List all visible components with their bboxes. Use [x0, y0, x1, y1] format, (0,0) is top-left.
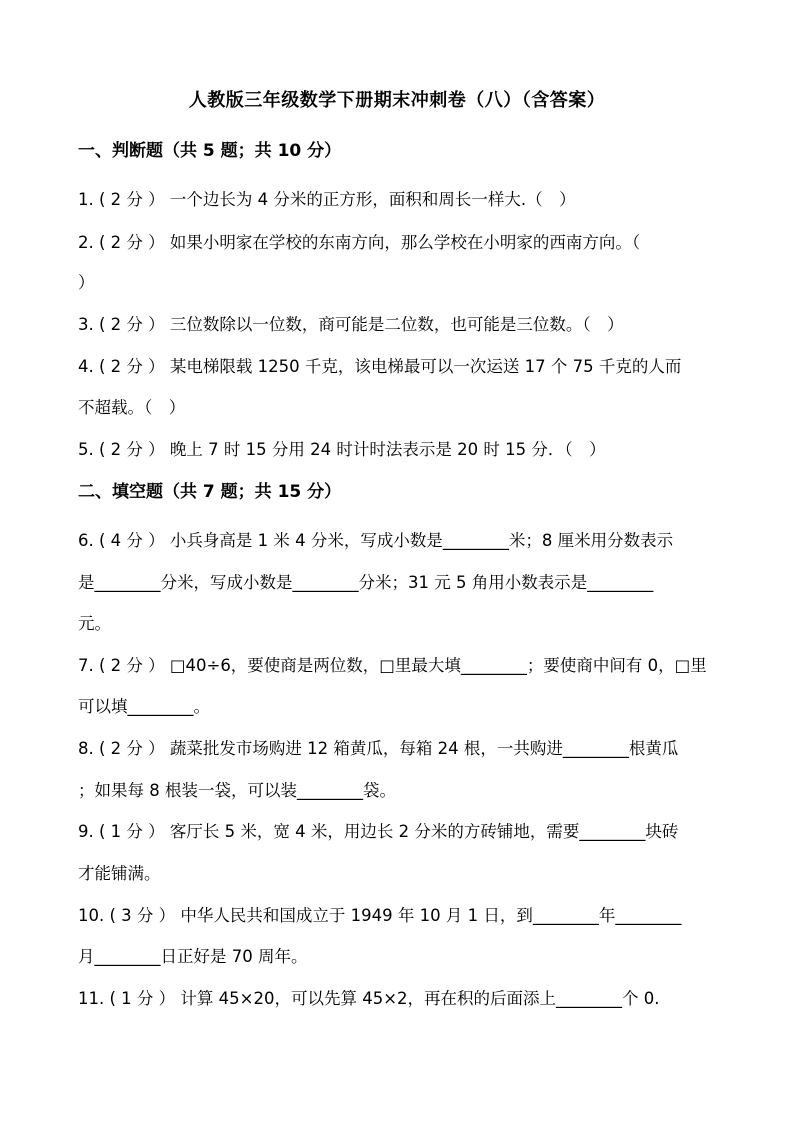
section-heading-judgement: 一、判断题（共 5 题；共 10 分）: [78, 141, 342, 161]
question-6-line-1: 6. ( 4 分 ） 小兵身高是 1 米 4 分米，写成小数是________米；8 厘米用分数表示: [78, 531, 674, 550]
question-7-line-1: 7. ( 2 分 ） □40÷6，要使商是两位数，□里最大填________；要使商中间有 0，□里: [78, 656, 707, 675]
question-9-line-2: 才能铺满。: [78, 864, 161, 883]
question-7-line-2: 可以填________。: [78, 697, 210, 716]
question-1-line-1: 1. ( 2 分 ） 一个边长为 4 分米的正方形，面积和周长一样大.（ ）: [78, 190, 576, 209]
page-title: 人教版三年级数学下册期末冲刺卷（八）（含答案）: [188, 90, 606, 111]
question-5-line-1: 5. ( 2 分 ） 晚上 7 时 15 分用 24 时计时法表示是 20 时 15 分．（ ）: [78, 440, 606, 459]
question-2-line-1: 2. ( 2 分 ） 如果小明家在学校的东南方向，那么学校在小明家的西南方向。（: [78, 233, 641, 252]
question-4-line-2: 不超载。（ ）: [78, 398, 186, 417]
question-3-line-1: 3. ( 2 分 ） 三位数除以一位数，商可能是二位数，也可能是三位数。（ ）: [78, 315, 624, 334]
question-6-line-2: 是________分米，写成小数是________分米；31 元 5 角用小数表示是________: [78, 573, 654, 592]
question-2-line-2: ）: [78, 273, 95, 292]
question-10-line-2: 月________日正好是 70 周年。: [78, 947, 308, 966]
question-9-line-1: 9. ( 1 分 ） 客厅长 5 米，宽 4 米，用边长 2 分米的方砖铺地，需要________块砖: [78, 822, 679, 841]
question-8-line-2: ；如果每 8 根装一袋，可以装________袋。: [78, 781, 396, 800]
question-4-line-1: 4. ( 2 分 ） 某电梯限载 1250 千克，该电梯最可以一次运送 17 个 75 千克的人而: [78, 357, 682, 376]
question-10-line-1: 10. ( 3 分 ） 中华人民共和国成立于 1949 年 10 月 1 日，到________年________: [78, 906, 682, 925]
question-6-line-3: 元。: [78, 614, 111, 633]
section-heading-fill-blank: 二、填空题（共 7 题；共 15 分）: [78, 482, 342, 502]
question-8-line-1: 8. ( 2 分 ） 蔬菜批发市场购进 12 箱黄瓜，每箱 24 根，一共购进________根黄瓜: [78, 739, 679, 758]
question-11-line-1: 11. ( 1 分 ） 计算 45×20，可以先算 45×2，再在积的后面添上________个 0.: [78, 989, 660, 1008]
